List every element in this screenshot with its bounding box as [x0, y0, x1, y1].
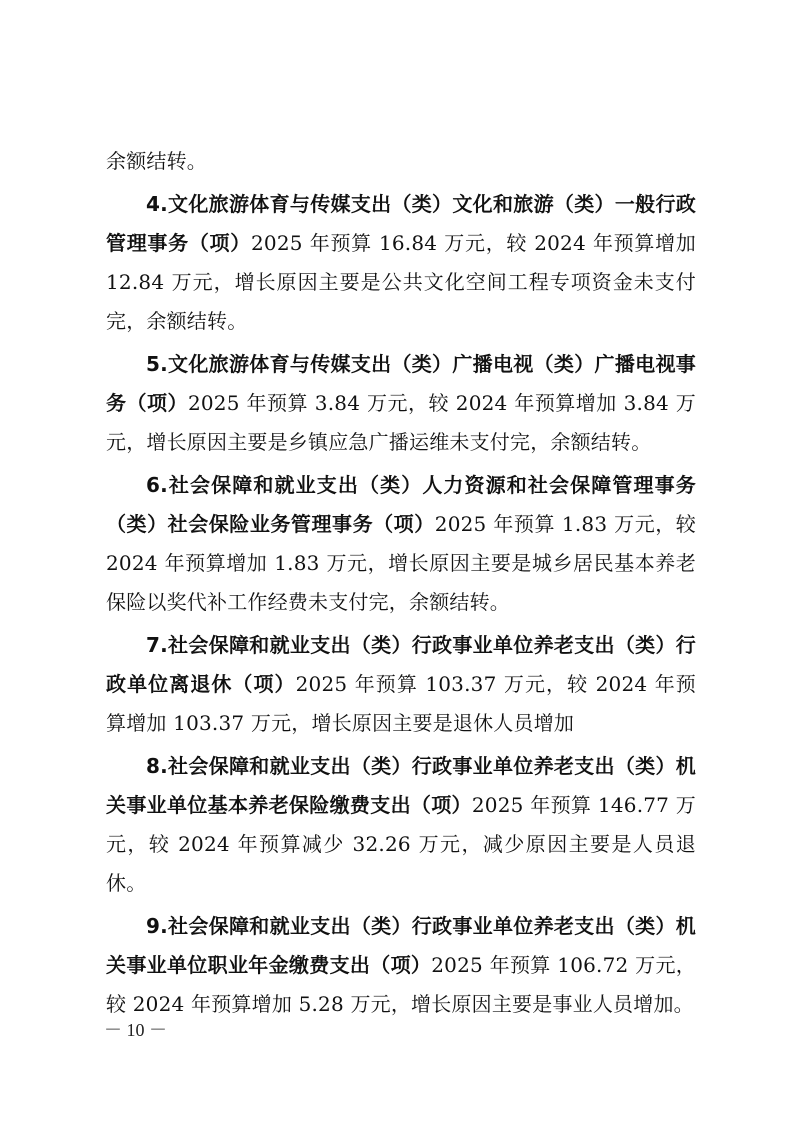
paragraph-heading: 7.社会保障和就业支出（类）行政事业单位养老支出（类）行政单位离退休（项）	[106, 633, 696, 696]
paragraph-carryover	[106, 142, 696, 181]
paragraph-item-4	[106, 185, 696, 341]
page-number: － 10 －	[104, 1020, 167, 1040]
paragraph-text: 2025 年预算 1.83 万元，较 2024 年预算增加 1.83 万元，增长原因主要是城乡居民基本养老保险以奖代补工作经费未支付完，余额结转。	[106, 512, 696, 614]
paragraph-heading: 8.社会保障和就业支出（类）行政事业单位养老支出（类）机关事业单位基本养老保险缴费支出（项）	[106, 754, 696, 817]
paragraph-text: 2025 年预算 106.72 万元，较 2024 年预算增加 5.28 万元，增长原因主要是事业人员增加。	[106, 953, 696, 1016]
document-body	[106, 142, 696, 1024]
paragraph-text: 余额结转。	[106, 149, 207, 173]
paragraph-text: 2025 年预算 3.84 万元，较 2024 年预算增加 3.84 万元，增长原因主要是乡镇应急广播运维未支付完，余额结转。	[106, 391, 696, 454]
paragraph-item-7	[106, 626, 696, 743]
paragraph-item-6	[106, 466, 696, 622]
paragraph-text: 2025 年预算 103.37 万元，较 2024 年预算增加 103.37 万元，增长原因主要是退休人员增加	[106, 672, 696, 735]
paragraph-text: 2025 年预算 146.77 万元，较 2024 年预算减少 32.26 万元，减少原因主要是人员退休。	[106, 793, 696, 895]
paragraph-item-9	[106, 907, 696, 1024]
paragraph-heading: 5.文化旅游体育与传媒支出（类）广播电视（类）广播电视事务（项）	[106, 352, 696, 415]
paragraph-heading: 9.社会保障和就业支出（类）行政事业单位养老支出（类）机关事业单位职业年金缴费支出（项）	[106, 914, 696, 977]
paragraph-heading: 4.文化旅游体育与传媒支出（类）文化和旅游（类）一般行政管理事务（项）	[106, 192, 696, 255]
paragraph-heading: 6.社会保障和就业支出（类）人力资源和社会保障管理事务（类）社会保险业务管理事务（项）	[106, 473, 696, 536]
paragraph-item-8	[106, 747, 696, 903]
paragraph-item-5	[106, 345, 696, 462]
paragraph-text: 2025 年预算 16.84 万元，较 2024 年预算增加 12.84 万元，增长原因主要是公共文化空间工程专项资金未支付完，余额结转。	[106, 231, 696, 333]
